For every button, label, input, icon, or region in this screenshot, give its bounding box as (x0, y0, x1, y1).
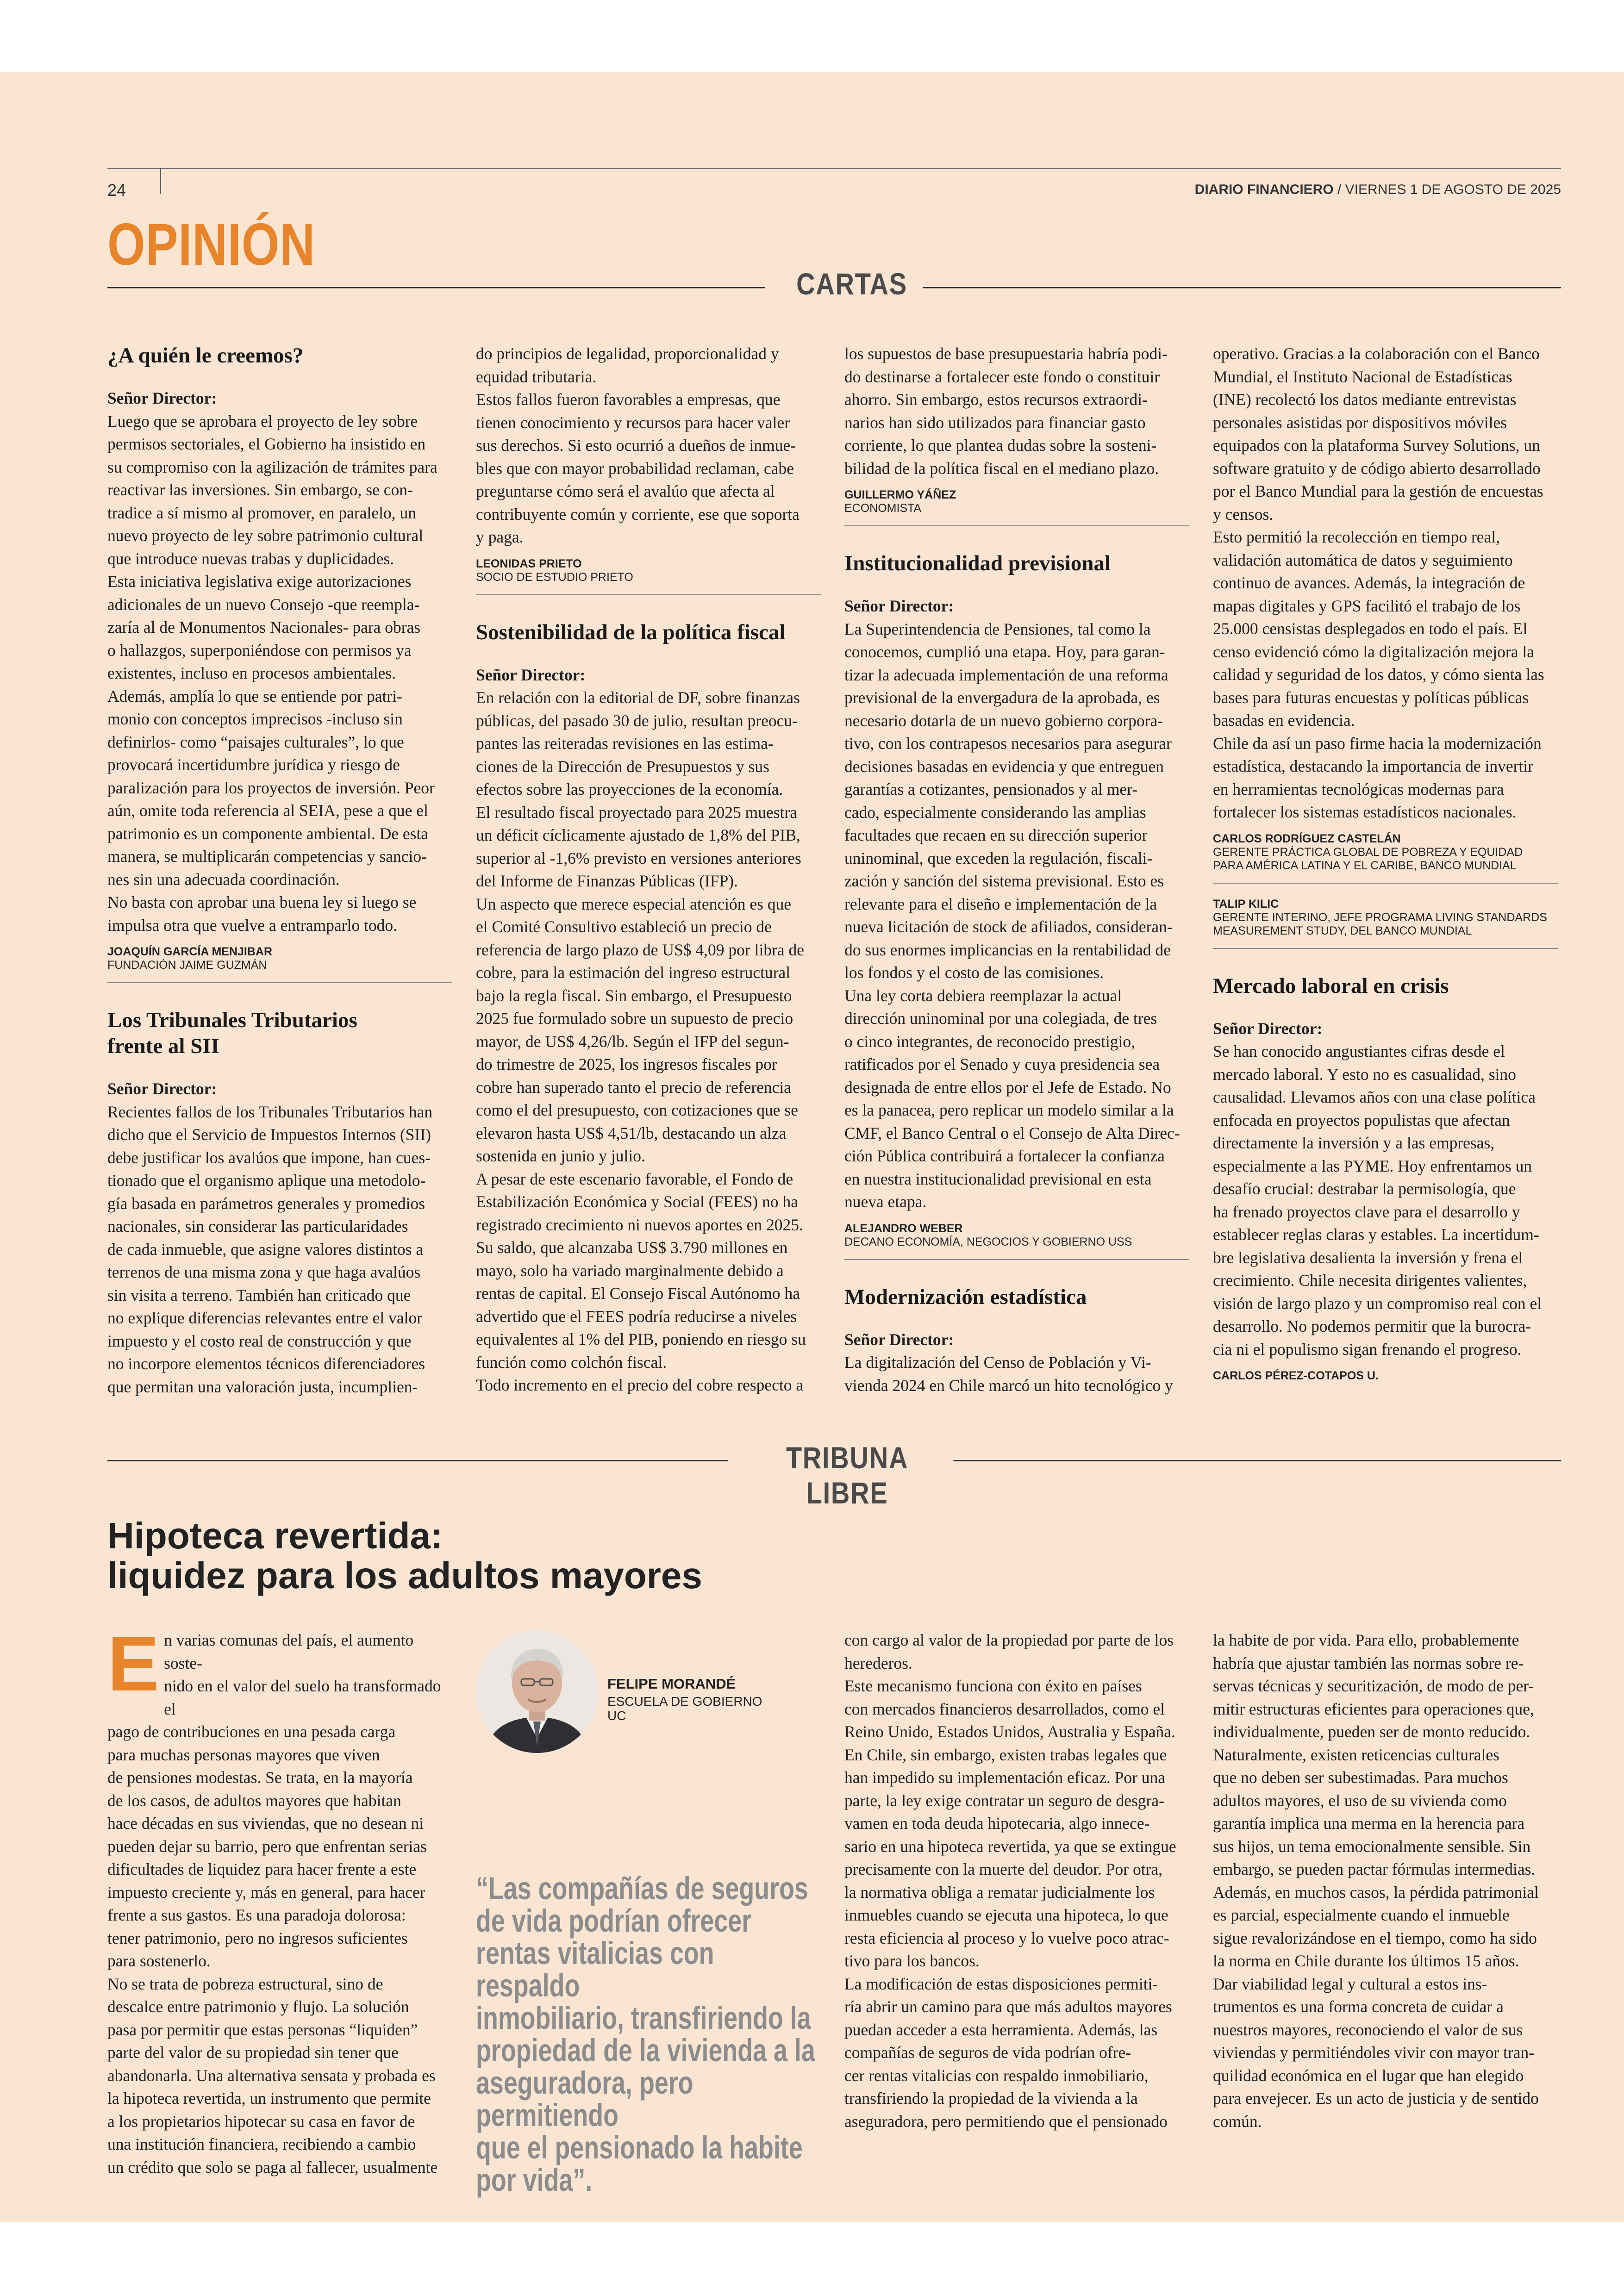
subsection-label: CARTAS (781, 266, 923, 301)
drop-cap: E (107, 1620, 160, 1707)
letter-title: Modernización estadística (844, 1285, 1087, 1309)
pull-quote: “Las compañías de seguros de vida podrían ofrecer rentas vitalicias con respaldo inmobiliario, transfiriendo la propiedad de la vivienda a la aseguradora, pero permitiendo que el pensionado la habite por vida”. (476, 1871, 815, 2198)
letter-body: Luego que se aprobara el proyecto de ley sobre permisos sectoriales, el Gobierno ha insistido en su compromiso con la agilización de trámites para reactivar las inversiones. Sin embargo, se con- tradice a sí mismo al promover, en paralelo, un nuevo proyecto de ley sobre patrimonio cultural que introduce nuevas trabas y duplicidades. Esta iniciativa legislativa exige autorizaciones adicionales de un nuevo Consejo -que reempla- zaría al de Monumentos Nacionales- para obras o hallazgos, superponiéndose con permisos ya existentes, incluso en procesos ambientales. Además, amplía lo que se entiende por patri- monio con conceptos imprecisos -incluso sin definirlos- como “paisajes culturales”, lo que provocará incertidumbre jurídica y riesgo de paralización para los proyectos de inversión. Peor aún, omite toda referencia al SEIA, pese a que el patrimonio es un componente ambiental. De esta manera, se multiplicarán competencias y sancio- nes sin una adecuada coordinación. No basta con aprobar una buena ley si luego se impulsa otra que vuelve a entramparlo todo. (107, 412, 437, 935)
letter-body-continued: do principios de legalidad, proporcionalidad y equidad tributaria. Estos fallos fueron favorables a empresas, que tienen conocimiento y recursos para hacer valer sus derechos. Si esto ocurrió a dueños de inmue- bles que con mayor probabilidad reclaman, cabe preguntarse cómo será el avalúo que afecta al contribuyente común y corriente, ese que soporta y paga. (476, 344, 800, 546)
letter-salutation: Señor Director: (844, 597, 954, 615)
oped-title (107, 1516, 1033, 1596)
oped-lead-text: n varias comunas del país, el aumento soste- nido en el valor del suelo ha transformado el pago de contribuciones en una pesada carga para muchas personas mayores que viven (107, 1631, 441, 1764)
oped-title-line-1: Hipoteca revertida: (107, 1515, 443, 1556)
letter-signature (1213, 1369, 1558, 1383)
oped-column-4: la habite de por vida. Para ello, probablemente habría que ajustar también las normas sobre re- servas técnicas y securitización, de modo de per- mitir estructuras eficientes para operaciones que, individualmente, pueden ser de monto reducido. Naturalmente, existen reticencias culturales que no deben ser subestimadas. Para muchos adultos mayores, el uso de su vivienda como garantía implica una merma en la herencia para sus hijos, un tema emocionalmente sensible. Sin embargo, se pueden pactar fórmulas intermedias. Además, en muchos casos, la pérdida patrimonial es parcial, especialmente cuando el inmueble sigue revalorizándose en el tiempo, como ha sido la norma en Chile durante los últimos 15 años. Dar viabilidad legal y cultural a estos ins- trumentos es una forma concreta de cuidar a nuestros mayores, reconociendo el valor de sus viviendas y permitiéndoles vivir con mayor tran- quilidad económica en el lugar que han elegido para envejecer. Es un acto de justicia y de sentido común. (1213, 1631, 1539, 2131)
letter-body: Recientes fallos de los Tribunales Tributarios han dicho que el Servicio de Impuestos Internos (SII) debe justificar los avalúos que impone, han cues- tionado que el organismo aplique una metodolo- gía basada en parámetros generales y promedios nacionales, sin considerar las particularidades de cada inmueble, que asigne valores distintos a terrenos de una misma zona y que haga avalúos sin visita a terreno. También han criticado que no explique diferencias relevantes entre el valor impuesto y el costo real de construcción y que no incorpore elementos técnicos diferenciadores que permitan una valoración justa, incumplien- (107, 1102, 433, 1396)
letter-signature (1213, 898, 1558, 938)
letter-author: CARLOS RODRÍGUEZ CASTELÁN (1213, 832, 1401, 845)
publication-name: DIARIO FINANCIERO (1194, 182, 1334, 197)
letter-signature (844, 1222, 1189, 1249)
masthead (1018, 182, 1561, 198)
letter-author: JOAQUÍN GARCÍA MENJIBAR (107, 945, 273, 958)
letter-body-continued: operativo. Gracias a la colaboración con el Banco Mundial, el Instituto Nacional de Estadísticas (INE) recolectó los datos mediante entrevistas personales asistidas por dispositivos móviles equipados con la plataforma Survey Solutions, un software gratuito y de código abierto desarrollado por el Banco Mundial para la gestión de encuestas y censos. Esto permitió la recolección en tiempo real, validación automática de datos y seguimiento continuo de avances. Además, la integración de mapas digitales y GPS facilitó el trabajo de los 25.000 censistas desplegados en todo el país. El censo evidenció cómo la digitalización mejora la calidad y seguridad de los datos, y cómo sienta las bases para futuras encuestas y políticas públicas basadas en evidencia. Chile da así un paso firme hacia la modernización estadística, destacando la importancia de invertir en herramientas tecnológicas modernas para fortalecer los sistemas estadísticos nacionales. (1213, 344, 1544, 821)
letter-role: ECONOMISTA (844, 502, 922, 515)
author-name: FELIPE MORANDÉ (607, 1676, 736, 1692)
letter-role: GERENTE PRÁCTICA GLOBAL DE POBREZA Y EQUIDAD PARA AMÉRICA LATINA Y EL CARIBE, BANCO MUNDIAL (1213, 845, 1523, 872)
oped-title-line-2: liquidez para los adultos mayores (107, 1555, 702, 1596)
author-photo (476, 1631, 598, 1753)
author-affiliation: ESCUELA DE GOBIERNO UC (607, 1694, 762, 1723)
letter-signature (476, 557, 821, 584)
letter-salutation: Señor Director: (107, 389, 217, 407)
letter-separator (1213, 883, 1558, 884)
cartas-rule-left (107, 287, 765, 288)
letter-body: La Superintendencia de Pensiones, tal como la conocemos, cumplió una etapa. Hoy, para garan- tizar la adecuada implementación de una reforma previsional de la envergadura de la aprobada, es necesario dotarla de un nuevo gobierno corpora- tivo, con los contrapesos necesarios para asegurar decisiones basadas en evidencia y que entreguen garantías a cotizantes, pensionados y al mer- cado, especialmente considerando las amplias facultades que recaen en su dirección superior uninominal, que exceden la regulación, fiscali- zación y sanción del sistema previsional. Esto es relevante para el diseño e implementación de la nueva licitación de stock de afiliados, consideran- do sus enormes implicancias en la rentabilidad de los fondos y el costo de las comisiones. Una ley corta debiera reemplazar la actual dirección uninominal por una colegiada, de tres o cinco integrantes, de reconocido prestigio, ratificados por el Senado y cuya presidencia sea designada de entre ellos por el Jefe de Estado. No es la panacea, pero replicar un modelo similar a la CMF, el Banco Central o el Consejo de Alta Direc- ción Pública contribuirá a fortalecer la confianza en nuestra institucionalidad previsional en esta nueva etapa. (844, 619, 1180, 1211)
letter-salutation: Señor Director: (107, 1079, 217, 1098)
letter-body: Se han conocido angustiantes cifras desde el mercado laboral. Y esto no es casualidad, sino causalidad. Llevamos años con una clase política enfocada en proyectos populistas que afectan directamente la inversión y a las empresas, especialmente a las PYME. Hoy enfrentamos un desafío crucial: destrabar la permisología, que ha frenado proyectos clave para el desarrollo y establecer reglas claras y estables. La incertidum- bre legislativa desalienta la inversión y frena el crecimiento. Chile necesita dirigentes valientes, visión de largo plazo y un compromiso real con el desarrollo. No podemos permitir que la burocra- cia ni el populismo sigan frenando el progreso. (1213, 1042, 1542, 1359)
letter-author: GUILLERMO YÁÑEZ (844, 488, 956, 501)
letter-title: ¿A quién le creemos? (107, 343, 304, 368)
page-number: 24 (107, 181, 126, 200)
tribuna-label: TRIBUNA LIBRE (741, 1440, 954, 1510)
oped-column-3: con cargo al valor de la propiedad por parte de los herederos. Este mecanismo funciona con éxito en países con mercados financieros desarrollados, como el Reino Unido, Estados Unidos, Australia y España. En Chile, sin embargo, existen trabas legales que han impedido su implementación eficaz. Por una parte, la ley exige contratar un seguro de desgra- vamen en toda deuda hipotecaria, algo innece- sario en una hipoteca revertida, ya que se extingue precisamente con la muerte del deudor. Por otra, la normativa obliga a rematar judicialmente los inmuebles cuando se ejecuta una hipoteca, lo que resta eficiencia al proceso y lo vuelve poco atrac- tivo para los bancos. La modificación de estas disposiciones permiti- ría abrir un camino para que más adultos mayores puedan acceder a esta herramienta. Además, las compañías de seguros de vida podrían ofre- cer rentas vitalicias con respaldo inmobiliario, transfiriendo la propiedad de la vivienda a la aseguradora, pero permitiendo que el pensionado (844, 1631, 1176, 2131)
letter-separator (476, 594, 821, 595)
letter-signature (107, 945, 452, 972)
letter-title: Sostenibilidad de la política fiscal (476, 620, 786, 644)
cartas-rule-right (911, 287, 1561, 288)
letter-author: LEONIDAS PRIETO (476, 557, 582, 570)
letter-separator (1213, 948, 1558, 949)
letter-role: DECANO ECONOMÍA, NEGOCIOS Y GOBIERNO USS (844, 1235, 1132, 1248)
section-title: OPINIÓN (107, 212, 315, 278)
letter-salutation: Señor Director: (1213, 1019, 1323, 1038)
letter-separator (844, 1259, 1189, 1260)
letters-column-3 (844, 343, 1189, 1397)
newspaper-page (0, 72, 1624, 2222)
author-portrait-icon (476, 1631, 598, 1753)
letter-salutation: Señor Director: (844, 1330, 954, 1349)
letter-author: ALEJANDRO WEBER (844, 1222, 963, 1235)
tribuna-rule-left (107, 1460, 728, 1461)
letter-title: Mercado laboral en crisis (1213, 973, 1449, 998)
letter-title: Los Tribunales Tributarios frente al SII (107, 1008, 357, 1058)
issue-date: / VIERNES 1 DE AGOSTO DE 2025 (1337, 182, 1561, 197)
letters-column-2 (476, 343, 821, 1397)
letter-role: SOCIO DE ESTUDIO PRIETO (476, 570, 633, 584)
letter-role: GERENTE INTERINO, JEFE PROGRAMA LIVING STANDARDS MEASUREMENT STUDY, DEL BANCO MUNDIAL (1213, 911, 1547, 937)
letter-signature (1213, 832, 1558, 873)
top-rule (107, 168, 1561, 169)
letter-body-continued: los supuestos de base presupuestaria habría podi- do destinarse a fortalecer este fondo o constituir ahorro. Sin embargo, estos recursos extraordi- narios han sido utilizados para financiar gasto corriente, lo que plantea dudas sobre la sosteni- bilidad de la política fiscal en el mediano plazo. (844, 344, 1168, 478)
oped-body-text: de pensiones modestas. Se trata, en la mayoría de los casos, de adultos mayores que habitan hace décadas en sus viviendas, que no desean ni pueden dejar su barrio, pero que enfrentan serias dificultades de liquidez para hacer frente a este impuesto creciente y, más en general, para hacer frente a sus gastos. Es una paradoja dolorosa: tener patrimonio, pero no ingresos suficientes para sostenerlo. No se trata de pobreza estructural, sino de descalce entre patrimonio y flujo. La solución pasa por permitir que estas personas “liquiden” parte del valor de su propiedad sin tener que abandonarla. Una alternativa sensata y probada es la hipoteca revertida, un instrumento que permite a los propietarios hipotecar su casa en favor de una institución financiera, recibiendo a cambio un crédito que solo se paga al fallecer, usualmente (107, 1768, 438, 2177)
tribuna-rule-right (938, 1460, 1561, 1461)
letter-title: Institucionalidad previsional (844, 551, 1111, 575)
letters-column-4 (1213, 343, 1558, 1383)
letter-role: FUNDACIÓN JAIME GUZMÁN (107, 959, 267, 972)
letter-author: TALIP KILIC (1213, 897, 1279, 911)
letter-separator (844, 525, 1189, 526)
letter-body: La digitalización del Censo de Población y Vi- vienda 2024 en Chile marcó un hito tecnológico y (844, 1353, 1173, 1395)
letter-signature (844, 488, 1189, 515)
page-number-divider (160, 168, 161, 194)
letter-author: CARLOS PÉREZ-COTAPOS U. (1213, 1369, 1379, 1382)
letter-salutation: Señor Director: (476, 665, 586, 684)
oped-column-1 (107, 1620, 452, 2179)
letter-body: En relación con la editorial de DF, sobre finanzas públicas, del pasado 30 de julio, resultan preocu- pantes las reiteradas revisiones en las estima- ciones de la Dirección de Presupuestos y sus efectos sobre las proyecciones de la economía. El resultado fiscal proyectado para 2025 muestra un déficit cíclicamente ajustado de 1,8% del PIB, superior al -1,6% previsto en versiones anteriores del Informe de Finanzas Públicas (IFP). Un aspecto que merece especial atención es que el Comité Consultivo estableció un precio de referencia de largo plazo de US$ 4,09 por libra de cobre, para la estimación del ingreso estructural bajo la regla fiscal. Sin embargo, el Presupuesto 2025 fue formulado sobre un supuesto de precio mayor, de US$ 4,26/lb. Según el IFP del segun- do trimestre de 2025, los ingresos fiscales por cobre han superado tanto el precio de referencia como el del presupuesto, con cotizaciones que se elevaron hasta US$ 4,51/lb, destacando un alza sostenida en junio y julio. A pesar de este escenario favorable, el Fondo de Estabilización Económica y Social (FEES) no ha registrado crecimiento ni nuevos aportes en 2025. Su saldo, que alcanzaba US$ 3.790 millones en mayo, solo ha variado marginalmente debido a rentas de capital. El Consejo Fiscal Autónomo ha advertido que el FEES podría reducirse a niveles equivalentes al 1% del PIB, poniendo en riesgo su función como colchón fiscal. Todo incremento en el precio del cobre respecto a (476, 688, 806, 1394)
letter-separator (107, 982, 452, 983)
letters-column-1 (107, 343, 452, 1398)
